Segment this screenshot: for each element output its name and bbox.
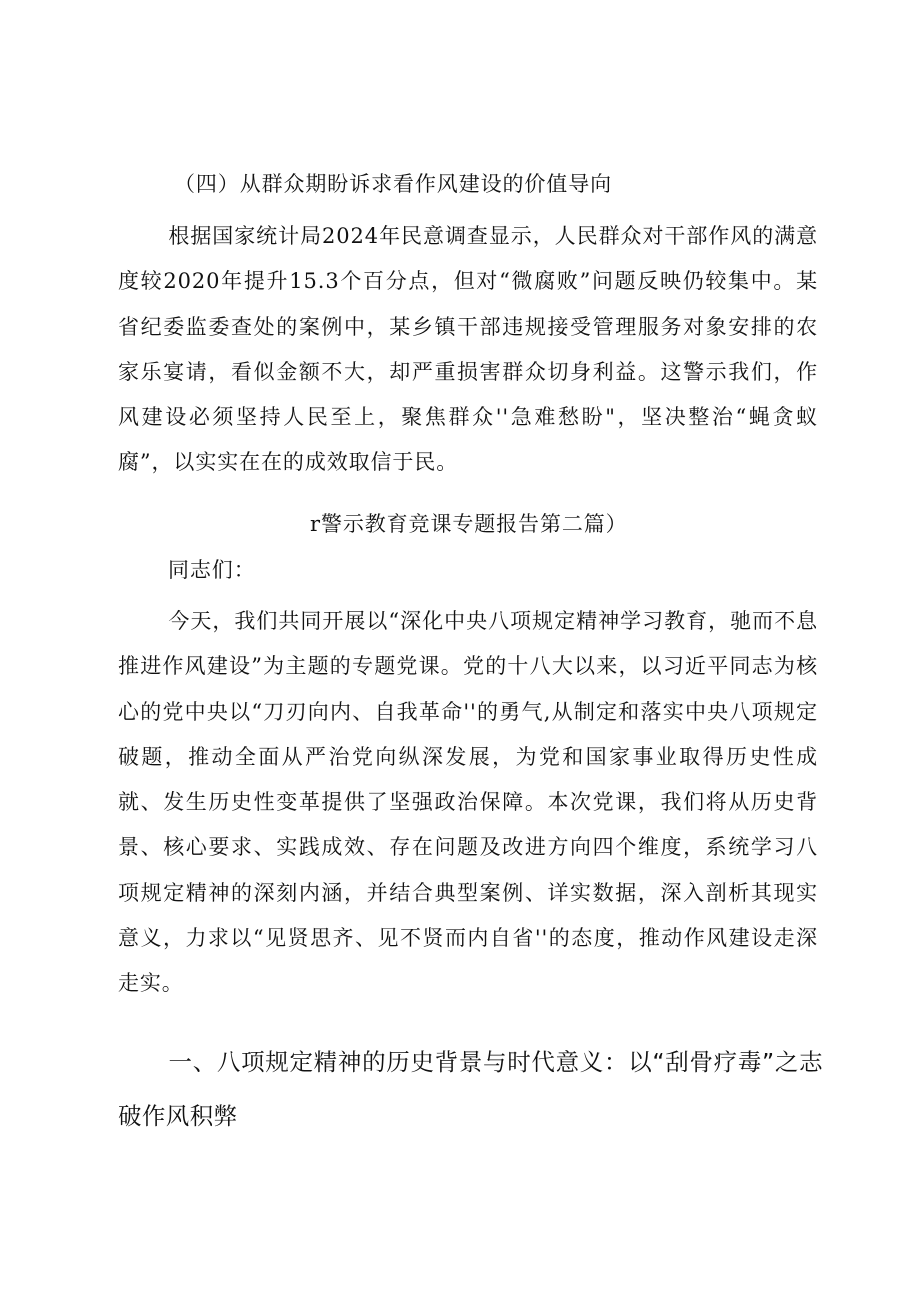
chapter-heading: 一、八项规定精神的历史背景与时代意义：以“刮骨疗毒”之志破作风积弊 — [118, 1048, 823, 1130]
paragraph-survey: 根据国家统计局2024年民意调查显示，人民群众对干部作风的满意度较2020年提升15.3个百分点，但对“微腐败”问题反映仍较集中。某省纪委监委查处的案例中，某乡镇干部违规接受管理服务对象安排的农家乐宴请，看似金额不大，却严重损害群众切身利益。这警示我们，作风建设必须坚持人民至上，聚焦群众''急难愁盼"，坚决整治“蝇贪蚁腐”，以实实在在的成效取信于民。 — [118, 224, 818, 475]
part-title: r警示教育竞课专题报告第二篇） — [310, 512, 628, 536]
subsection-heading: （四）从群众期盼诉求看作风建设的价值导向 — [174, 172, 612, 196]
salutation: 同志们： — [168, 558, 256, 582]
paragraph-intro: 今天，我们共同开展以“深化中央八项规定精神学习教育，驰而不息推进作风建设”为主题的专题党课。党的十八大以来，以习近平同志为核心的党中央以“刀刃向内、自我革命''的勇气,从制定和落实中央八项规定破题，推动全面从严治党向纵深发展，为党和国家事业取得历史性成就、发生历史性变革提供了坚强政治保障。本次党课，我们将从历史背景、核心要求、实践成效、存在问题及改进方向四个维度，系统学习八项规定精神的深刻内涵，并结合典型案例、详实数据，深入剖析其现实意义，力求以“见贤思齐、见不贤而内自省''的态度，推动作风建设走深走实。 — [118, 609, 818, 996]
